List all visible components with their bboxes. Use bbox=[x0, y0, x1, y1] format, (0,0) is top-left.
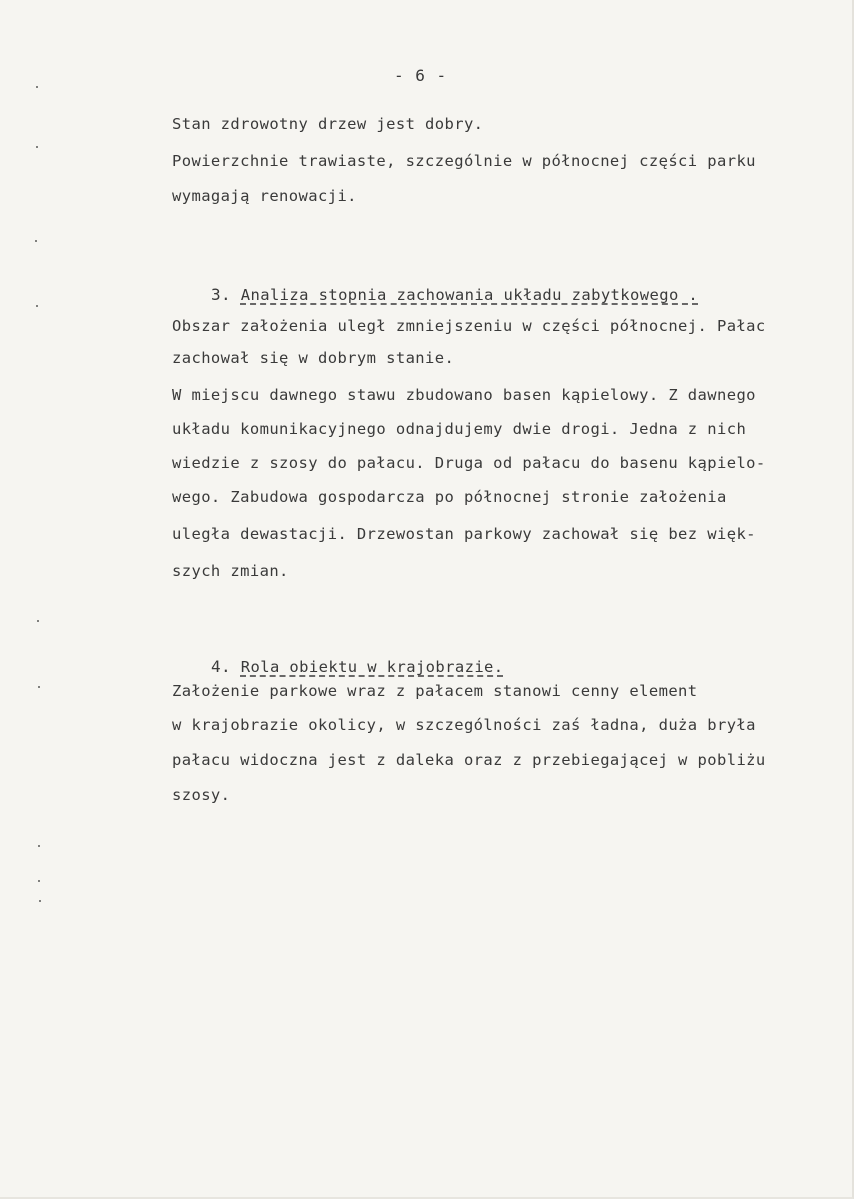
section-title: Rola obiektu w krajobrazie. bbox=[240, 658, 504, 676]
paragraph-line: w krajobrazie okolicy, w szczególności zaś ładna, duża bryła bbox=[172, 716, 756, 734]
paragraph-line: wiedzie z szosy do pałacu. Druga od pałacu do basenu kąpielo- bbox=[172, 454, 766, 472]
paragraph-line: szosy. bbox=[172, 786, 231, 804]
paragraph-line: układu komunikacyjnego odnajdujemy dwie drogi. Jedna z nich bbox=[172, 420, 747, 438]
section-title: Analiza stopnia zachowania układu zabytkowego . bbox=[240, 286, 699, 304]
page-number: - 6 - bbox=[394, 66, 448, 85]
paragraph-line: szych zmian. bbox=[172, 562, 289, 580]
margin-mark bbox=[36, 146, 38, 148]
paragraph-line: Stan zdrowotny drzew jest dobry. bbox=[172, 115, 484, 133]
section-number: 3. bbox=[210, 285, 232, 304]
margin-mark bbox=[38, 880, 40, 882]
margin-mark bbox=[38, 845, 40, 847]
margin-mark bbox=[37, 620, 39, 622]
margin-mark bbox=[36, 86, 38, 88]
margin-mark bbox=[36, 305, 38, 307]
margin-mark bbox=[39, 900, 41, 902]
paragraph-line: zachował się w dobrym stanie. bbox=[172, 349, 455, 367]
paragraph-line: W miejscu dawnego stawu zbudowano basen kąpielowy. Z dawnego bbox=[172, 386, 756, 404]
margin-mark bbox=[35, 240, 37, 242]
paragraph-line: wego. Zabudowa gospodarcza po północnej stronie założenia bbox=[172, 488, 727, 506]
margin-mark bbox=[38, 686, 40, 688]
section-number: 4. bbox=[210, 657, 232, 676]
paragraph-line: wymagają renowacji. bbox=[172, 187, 357, 205]
paragraph-line: uległa dewastacji. Drzewostan parkowy zachował się bez więk- bbox=[172, 525, 756, 543]
paragraph-line: Obszar założenia uległ zmniejszeniu w części północnej. Pałac bbox=[172, 317, 766, 335]
paragraph-line: pałacu widoczna jest z daleka oraz z przebiegającej w pobliżu bbox=[172, 751, 766, 769]
paragraph-line: Założenie parkowe wraz z pałacem stanowi cenny element bbox=[172, 682, 698, 700]
paragraph-line: Powierzchnie trawiaste, szczególnie w północnej części parku bbox=[172, 152, 756, 170]
